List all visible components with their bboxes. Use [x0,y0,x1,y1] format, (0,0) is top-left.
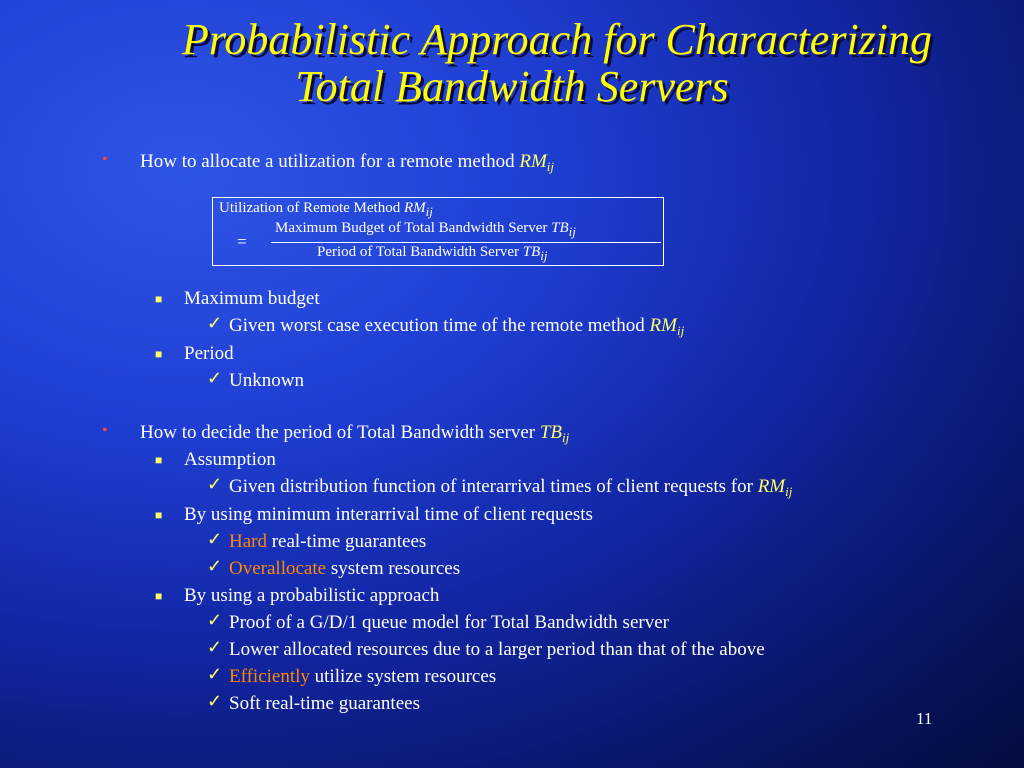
item-min-interarrival: By using minimum interarrival time of client requests [184,504,593,525]
item-probabilistic: By using a probabilistic approach [184,585,440,606]
var-rm: $RM_{ij}$ [519,151,555,174]
check-icon: ✓ [207,637,223,657]
item-assumption: Assumption [184,449,276,470]
square-bullet-icon: ■ [155,292,163,306]
bullet-text: How to allocate a utilization for a remote method [140,151,515,172]
check-icon: ✓ [207,529,223,549]
item-given-wcet: Given worst case execution time of the remote method $RM_{ij}$ [229,315,685,338]
page-number: 11 [916,709,933,728]
check-icon: ✓ [207,664,223,684]
check-icon: ✓ [207,313,223,333]
utilization-formula [212,197,664,266]
check-icon: ✓ [207,556,223,576]
title-line-2: Total Bandwidth Servers [295,62,729,111]
check-icon: ✓ [207,691,223,711]
item-lower-resources: Lower allocated resources due to a larger period than that of the above [229,639,765,660]
fraction-bar [271,242,661,243]
item-maximum-budget: Maximum budget [184,288,320,309]
item-overallocate: Overallocate system resources [229,558,461,579]
square-bullet-icon: ■ [155,347,163,361]
bullet-allocate-utilization [140,150,554,179]
item-proof-gd1: Proof of a G/D/1 queue model for Total Bandwidth server [229,612,669,633]
item-given-distribution: Given distribution function of interarrival times of client requests for $RM_{ij}$ [229,476,793,499]
formula-numerator: Maximum Budget of Total Bandwidth Server TBij [275,220,576,239]
item-hard-realtime: Hard real-time guarantees [229,531,427,552]
bullet-dot-icon: • [102,422,108,439]
item-unknown: Unknown [229,370,304,391]
formula-denominator: Period of Total Bandwidth Server TBij [317,244,548,263]
formula-lhs: Utilization of Remote Method RMij [219,200,433,219]
check-icon: ✓ [207,474,223,494]
item-soft-realtime: Soft real-time guarantees [229,693,420,714]
formula-equals: = [237,232,247,251]
title-line-1: Probabilistic Approach for Characterizing [181,15,933,64]
item-efficiently: Efficiently utilize system resources [229,666,497,687]
square-bullet-icon: ■ [155,589,163,603]
slide-title [0,16,1024,110]
item-period: Period [184,343,234,364]
square-bullet-icon: ■ [155,453,163,467]
square-bullet-icon: ■ [155,508,163,522]
bullet-decide-period: How to decide the period of Total Bandwidth server $TB_{ij}$ [140,422,570,445]
check-icon: ✓ [207,368,223,388]
check-icon: ✓ [207,610,223,630]
bullet-dot-icon: • [102,151,108,168]
